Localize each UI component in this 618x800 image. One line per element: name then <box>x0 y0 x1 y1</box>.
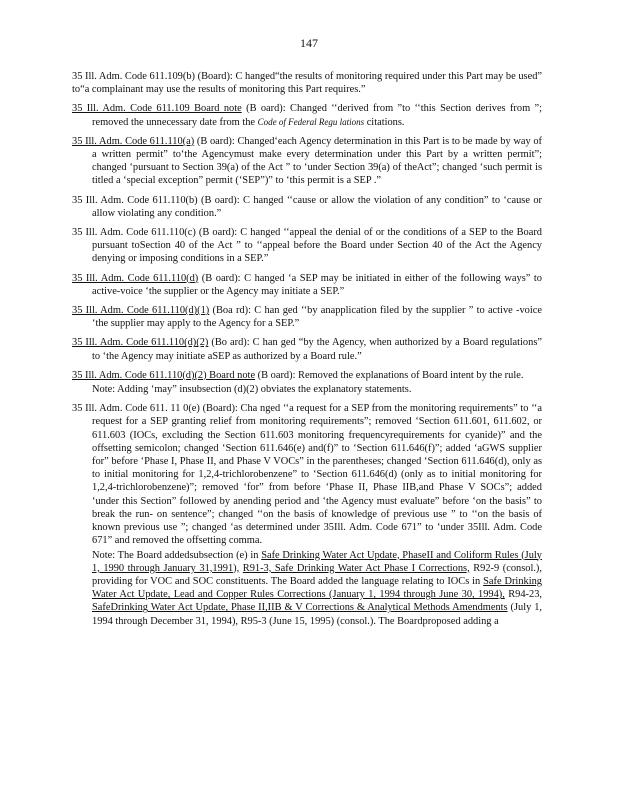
case-reference: SafeDrinking Water Act Update, Phase II,IIB & V Corrections & Analytical Methods Amendments <box>92 602 508 614</box>
entry-citation: 35 Ill. Adm. Code 611.110(d)(1) <box>72 305 210 317</box>
entry-text: 35 Ill. Adm. Code 611.110(b) (B oard): C hanged ‘‘cause or allow the violation of any condition” to ‘cause or allow violating any condition.” <box>72 194 542 219</box>
entry-611-110c <box>72 226 542 266</box>
entry-611-110e <box>72 402 542 627</box>
entry-text: (Bo ard): C han ged “by the Agency, when authorized by a Board regulations” to ‘the Agency may initiate aSEP as authorized by a Board rule.” <box>92 337 542 362</box>
entry-citation: 35 Ill. Adm. Code 611.110(d) <box>72 272 199 284</box>
entry-text: (Boa rd): C han ged ‘‘by anapplication filed by the supplier ” to active -voice ‘the supplier may apply to the Agency for a SEP.” <box>92 305 542 330</box>
entry-611-109-board-note <box>72 102 542 128</box>
entry-note: Note: The Board addedsubsection (e) in Safe Drinking Water Act Update, PhaseII and Coliform Rules (July 1, 1990 through January 31,1991), R91-3, Safe Drinking Water Act Phase I Corrections, R92-9 (consol.), providing for VOC and SOC constituents. The Board added the language relating to IOCs in Safe Drinking Water Act Update, Lead and Copper Rules Corrections (January 1, 1994 through June 30, 1994), R94-23, SafeDrinking Water Act Update, Phase II,IIB & V Corrections & Analytical Methods Amendments (July 1, 1994 through December 31, 1994), R95-3 (June 15, 1995) (consol.). The Boardproposed adding a <box>92 549 542 627</box>
entry-citation: 35 Ill. Adm. Code 611.110(d)(2) Board note <box>72 369 256 381</box>
entry-note: Note: Adding ‘may” insubsection (d)(2) obviates the explanatory statements. <box>92 384 412 396</box>
entry-text: 35 Ill. Adm. Code 611.109(b) (Board): C hanged“the results of monitoring required under this Part may be used” to“a complainant may use the results of monitoring this Part requires.” <box>72 71 542 96</box>
entry-citation: 35 Ill. Adm. Code 611.109 Board note <box>72 103 242 115</box>
case-reference: Safe Drinking Water Act Update, PhaseII and Coliform Rules (July 1, 1990 through January 31,1991), <box>92 549 542 574</box>
entry-citation: 35 Ill. Adm. Code 611.110(d)(2) <box>72 337 209 349</box>
document-body <box>72 70 542 634</box>
entry-611-110d2-board-note <box>72 369 542 396</box>
entry-611-110d <box>72 272 542 298</box>
entry-text: (B oard): C hanged ‘a SEP may be initiated in either of the following ways” to active-voice ‘the supplier or the Agency may initiate a SEP.” <box>92 272 543 297</box>
entry-text: (B oard): Changed‘each Agency determination in this Part is to be made by way of a written permit” to‘the Agencymust make every determination under this Part by a written permit”; changed ‘pursuant to Section 39(a) of the Act ” to ‘under Section 39(a) of theAct”; changed ‘such permit is titled a ‘special exception” permit (‘SEP”)” to ‘this permit is a SEP .” <box>92 135 542 187</box>
entry-text: (B oard): Removed the explanations of Board intent by the rule. <box>255 369 524 381</box>
entry-text: 35 Ill. Adm. Code 611. 11 0(e) (Board): Cha nged ‘‘a request for a SEP from the monitoring requirements” to ‘‘a request for a SEP granting relief from monitoring requirements”; removed ‘Section 611.601, 611.602, or 611.603 (IOCs, excluding the Section 611.603 monitoring frequencyrequirements for cyanide)” and the offsetting semicolon; changed ‘Section 611.646(e) and(f)” to ‘Section 611.646(f)”; added ‘aGWS supplier for” before ‘Phase I, Phase II, and Phase V VOCs” in the parentheses; changed ‘Section 611.646(d), only as to initial monitoring for 1,2,4-trichlorobenzene” to ‘Section 611.646(d) (only as to initial monitoring for 1,2,4-trichlorobenzene)”; removed ‘for” from before ‘Phase II, Phase IIB,and Phase V SOCs”; added ‘under this Section” followed by anending period and ‘the Agency must evaluate” before ‘on the basis” to break the run- on sentence”; changed ‘‘on the basis of knowledge of previous use ” to ‘‘on the basis of known previous use ”; changed ‘as determined under 35Ill. Adm. Code 671” to ‘under 35Ill. Adm. Code 671” and removed the offsetting comma. <box>72 403 542 547</box>
entry-611-110b <box>72 194 542 220</box>
entry-citation: 35 Ill. Adm. Code 611.110(a) <box>72 135 195 147</box>
entry-text: (B oard): Changed ‘‘derived from ”to ‘‘this Section derives from ”; removed the unnecessary date from the <box>92 103 542 128</box>
entry-text-tail: citations. <box>364 116 405 128</box>
cfr-italic-title: Code of Federal Regu lations <box>257 116 365 127</box>
entry-611-110a <box>72 135 542 188</box>
entry-text: 35 Ill. Adm. Code 611.110(c) (B oard): C hanged ‘‘appeal the denial of or the conditions of a SEP to the Board pursuant toSection 40 of the Act ” to ‘‘appeal before the Board under Section 40 of the Act the Agency denying or imposing conditions in a SEP.” <box>72 227 542 265</box>
case-reference: R91-3, Safe Drinking Water Act Phase I Corrections, <box>242 562 470 574</box>
case-reference: Safe Drinking Water Act Update, Lead and Copper Rules Corrections (January 1, 1994 through June 30, 1994), <box>92 575 542 601</box>
page-number: 147 <box>300 36 318 50</box>
entry-611-110d2 <box>72 336 542 362</box>
entry-611-109b <box>72 70 542 96</box>
entry-611-110d1 <box>72 304 542 330</box>
